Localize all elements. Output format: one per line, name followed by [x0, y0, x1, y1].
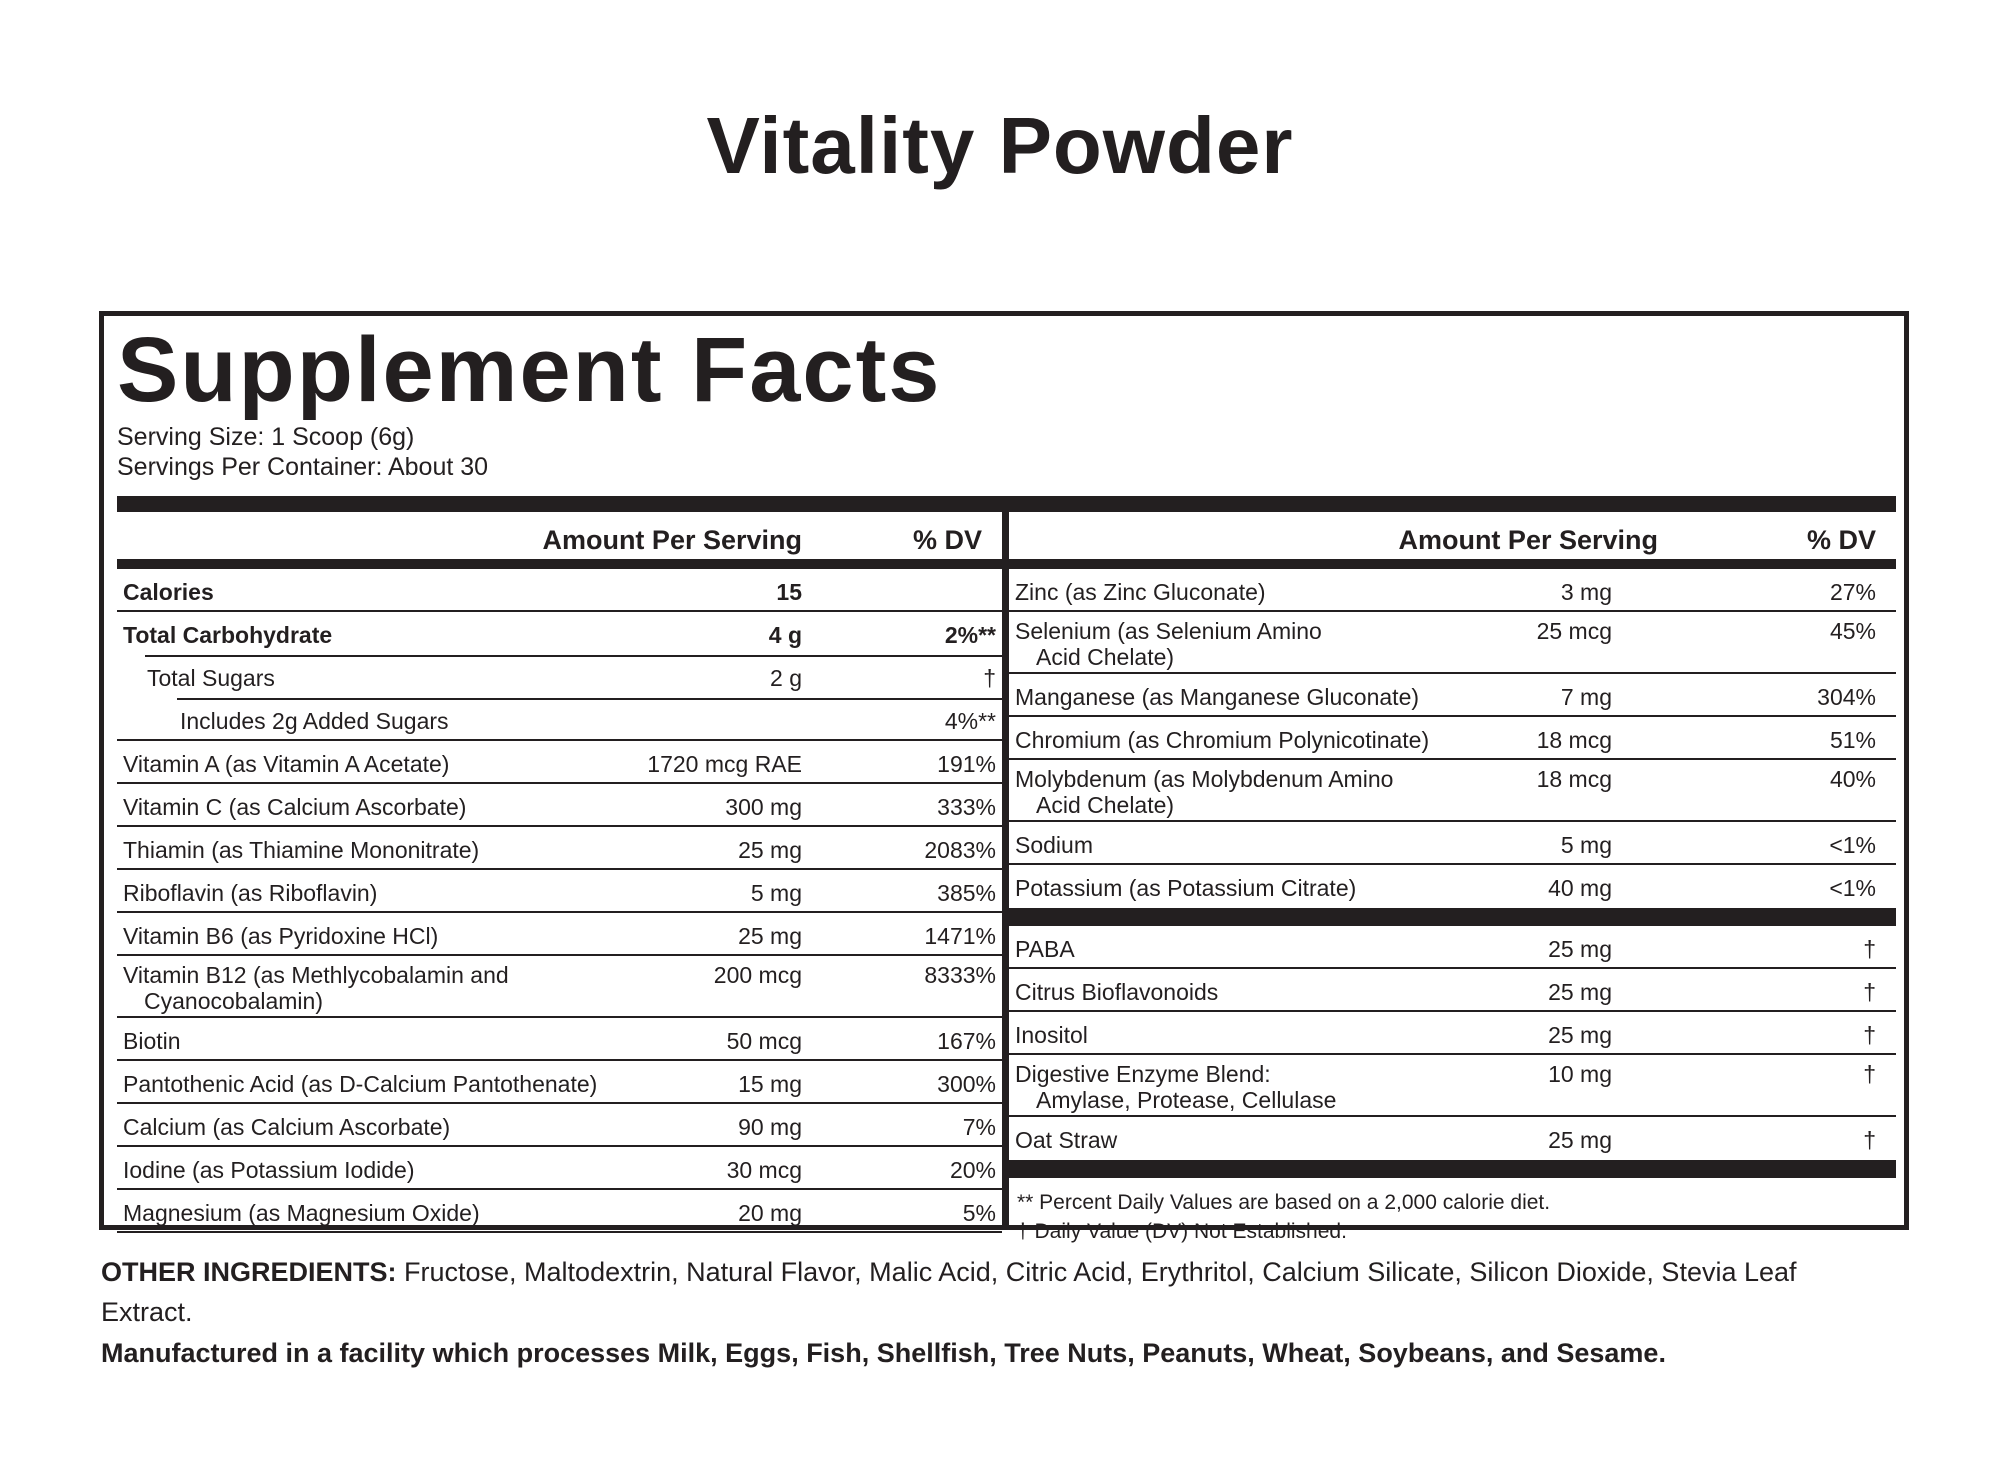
nutrient-row [1009, 612, 1896, 674]
nutrient-name [123, 962, 509, 1014]
nutrient-dv: 333% [937, 794, 996, 820]
nutrient-name: Total Carbohydrate [123, 622, 333, 648]
footnote-dv-basis: ** Percent Daily Values are based on a 2,000 calorie diet. [1017, 1191, 1551, 1214]
nutrient-amount: 7 mg [1560, 684, 1612, 710]
nutrient-row [117, 1061, 1002, 1104]
nutrient-amount: 30 mcg [726, 1157, 802, 1183]
nutrient-name-line2: Acid Chelate) [1036, 792, 1175, 818]
nutrient-amount: 90 mg [738, 1114, 802, 1140]
nutrient-row [1009, 865, 1896, 908]
nutrient-dv: 300% [937, 1071, 996, 1097]
nutrient-name: Sodium [1015, 832, 1093, 858]
nutrient-name [1015, 618, 1322, 670]
nutrient-amount: 3 mg [1560, 579, 1612, 605]
header-amount: Amount Per Serving [1398, 525, 1658, 555]
nutrient-amount: 4 g [768, 622, 802, 648]
header-divider [1009, 559, 1896, 569]
nutrient-dv: 20% [949, 1157, 996, 1183]
ingredient-name: Citrus Bioflavonoids [1015, 979, 1219, 1005]
nutrient-dv: 40% [1829, 766, 1876, 792]
header-dv: % DV [1806, 525, 1876, 555]
header-divider [117, 559, 1002, 569]
nutrient-row [1009, 569, 1896, 612]
other-ingredients-label: OTHER INGREDIENTS: [101, 1257, 397, 1287]
ingredient-name: PABA [1015, 936, 1075, 962]
nutrient-amount: 25 mg [738, 923, 802, 949]
ingredient-name: Inositol [1015, 1022, 1088, 1048]
nutrient-dv: 27% [1829, 579, 1876, 605]
nutrient-name: Manganese (as Manganese Gluconate) [1015, 684, 1420, 710]
ingredient-row [1009, 969, 1896, 1012]
nutrient-name: Calcium (as Calcium Ascorbate) [123, 1114, 451, 1140]
nutrient-row [117, 569, 1002, 612]
section-divider [1009, 1160, 1896, 1178]
ingredient-row [1009, 1055, 1896, 1117]
nutrient-name: Potassium (as Potassium Citrate) [1015, 875, 1357, 901]
ingredient-dv: † [1863, 1127, 1876, 1153]
thick-divider [117, 496, 1896, 512]
nutrient-dv: 2083% [924, 837, 996, 863]
servings-per-container: Servings Per Container: About 30 [117, 453, 489, 481]
nutrient-row [117, 870, 1002, 913]
left-column [117, 512, 1002, 1233]
nutrient-name-line1: Selenium (as Selenium Amino [1015, 618, 1322, 644]
ingredient-amount: 25 mg [1548, 936, 1612, 962]
nutrient-name: Iodine (as Potassium Iodide) [123, 1157, 415, 1183]
ingredient-row [1009, 1012, 1896, 1055]
nutrient-name: Vitamin A (as Vitamin A Acetate) [123, 751, 450, 777]
header-amount: Amount Per Serving [542, 525, 802, 555]
nutrient-name: Total Sugars [147, 665, 275, 691]
nutrient-row [117, 741, 1002, 784]
ingredient-name-line1: Digestive Enzyme Blend: [1015, 1061, 1271, 1087]
nutrient-name: Vitamin B6 (as Pyridoxine HCl) [123, 923, 439, 949]
nutrient-amount: 15 [776, 579, 802, 605]
nutrient-dv: 385% [937, 880, 996, 906]
ingredient-row [1009, 1117, 1896, 1160]
nutrient-amount: 20 mg [738, 1200, 802, 1226]
nutrient-dv: 304% [1817, 684, 1876, 710]
nutrient-name: Biotin [123, 1028, 181, 1054]
ingredient-dv: † [1863, 979, 1876, 1005]
column-divider [1002, 512, 1009, 1230]
right-column [1009, 512, 1896, 1246]
nutrient-dv: 1471% [924, 923, 996, 949]
nutrient-name-line1: Molybdenum (as Molybdenum Amino [1015, 766, 1394, 792]
nutrient-name: Pantothenic Acid (as D-Calcium Pantothenate) [123, 1071, 598, 1097]
footnote-dv-not-established: † Daily Value (DV) Not Established. [1017, 1220, 1347, 1243]
nutrient-name: Thiamin (as Thiamine Mononitrate) [123, 837, 480, 863]
nutrient-dv: <1% [1829, 832, 1876, 858]
nutrient-row [117, 1190, 1002, 1233]
nutrient-dv: 45% [1829, 618, 1876, 644]
nutrient-dv: 8333% [924, 962, 996, 988]
nutrient-amount: 18 mcg [1536, 766, 1612, 792]
nutrient-amount: 300 mg [725, 794, 802, 820]
nutrient-row [1009, 674, 1896, 717]
nutrient-row [1009, 822, 1896, 865]
nutrient-amount: 40 mg [1548, 875, 1612, 901]
nutrient-name: Riboflavin (as Riboflavin) [123, 880, 378, 906]
ingredient-dv: † [1863, 1022, 1876, 1048]
ingredient-amount: 25 mg [1548, 979, 1612, 1005]
nutrient-dv: 167% [937, 1028, 996, 1054]
nutrient-name: Calories [123, 579, 214, 605]
panel-title: Supplement Facts [117, 319, 942, 421]
nutrient-dv: <1% [1829, 875, 1876, 901]
nutrient-row [117, 1018, 1002, 1061]
nutrient-dv: 191% [937, 751, 996, 777]
nutrient-dv: 5% [962, 1200, 996, 1226]
nutrient-row [117, 655, 1002, 698]
nutrient-amount: 1720 mcg RAE [647, 751, 802, 777]
nutrient-row [117, 913, 1002, 956]
header-dv: % DV [912, 525, 982, 555]
nutrient-name: Includes 2g Added Sugars [180, 708, 449, 734]
nutrient-name: Chromium (as Chromium Polynicotinate) [1015, 727, 1430, 753]
nutrient-name: Zinc (as Zinc Gluconate) [1015, 579, 1266, 605]
other-ingredients-text: Fructose, Maltodextrin, Natural Flavor, Malic Acid, Citric Acid, Erythritol, Calcium Silicate, Silicon Dioxide, Stevia Leaf Extract. [101, 1257, 1797, 1327]
allergen-statement: Manufactured in a facility which processes Milk, Eggs, Fish, Shellfish, Tree Nuts, Peanuts, Wheat, Soybeans, and Sesame. [101, 1338, 1666, 1368]
ingredient-amount: 25 mg [1548, 1127, 1612, 1153]
nutrient-amount: 25 mg [738, 837, 802, 863]
nutrient-name [1015, 766, 1393, 818]
right-header [1009, 512, 1896, 559]
ingredient-name [1015, 1061, 1336, 1113]
nutrient-row [117, 784, 1002, 827]
other-ingredients [101, 1252, 1881, 1332]
ingredient-dv: † [1863, 1061, 1876, 1087]
supplement-facts-panel [99, 311, 1909, 1243]
nutrient-dv: 2%** [944, 622, 996, 648]
nutrient-name-line2: Cyanocobalamin) [144, 988, 323, 1014]
section-divider [1009, 908, 1896, 926]
serving-size: Serving Size: 1 Scoop (6g) [117, 423, 415, 451]
nutrient-row [117, 612, 1002, 655]
product-title: Vitality Powder [706, 101, 1294, 190]
nutrient-row [1009, 717, 1896, 760]
left-header [117, 512, 1002, 559]
ingredient-row [1009, 926, 1896, 969]
nutrient-row [117, 827, 1002, 870]
ingredient-amount: 10 mg [1548, 1061, 1612, 1087]
nutrient-name: Vitamin C (as Calcium Ascorbate) [123, 794, 467, 820]
nutrient-dv: 7% [962, 1114, 996, 1140]
nutrient-row [117, 1104, 1002, 1147]
ingredient-name-line2: Amylase, Protease, Cellulase [1036, 1087, 1337, 1113]
nutrient-amount: 15 mg [738, 1071, 802, 1097]
nutrient-amount: 18 mcg [1536, 727, 1612, 753]
nutrient-amount: 2 g [770, 665, 802, 691]
nutrient-name-line2: Acid Chelate) [1036, 644, 1175, 670]
nutrient-amount: 50 mcg [726, 1028, 802, 1054]
nutrient-amount: 200 mcg [713, 962, 802, 988]
nutrient-dv: † [983, 665, 996, 691]
nutrient-row [117, 956, 1002, 1018]
ingredient-dv: † [1863, 936, 1876, 962]
nutrient-name-line1: Vitamin B12 (as Methlycobalamin and [123, 962, 509, 988]
nutrient-dv: 4%** [944, 708, 996, 734]
ingredient-amount: 25 mg [1548, 1022, 1612, 1048]
nutrient-dv: 51% [1829, 727, 1876, 753]
footnotes [1009, 1178, 1896, 1246]
nutrient-row [117, 1147, 1002, 1190]
nutrient-amount: 25 mcg [1536, 618, 1612, 644]
nutrient-row [117, 698, 1002, 741]
ingredient-name: Oat Straw [1015, 1127, 1118, 1153]
nutrient-amount: 5 mg [1560, 832, 1612, 858]
nutrient-row [1009, 760, 1896, 822]
nutrient-name: Magnesium (as Magnesium Oxide) [123, 1200, 480, 1226]
nutrient-amount: 5 mg [750, 880, 802, 906]
